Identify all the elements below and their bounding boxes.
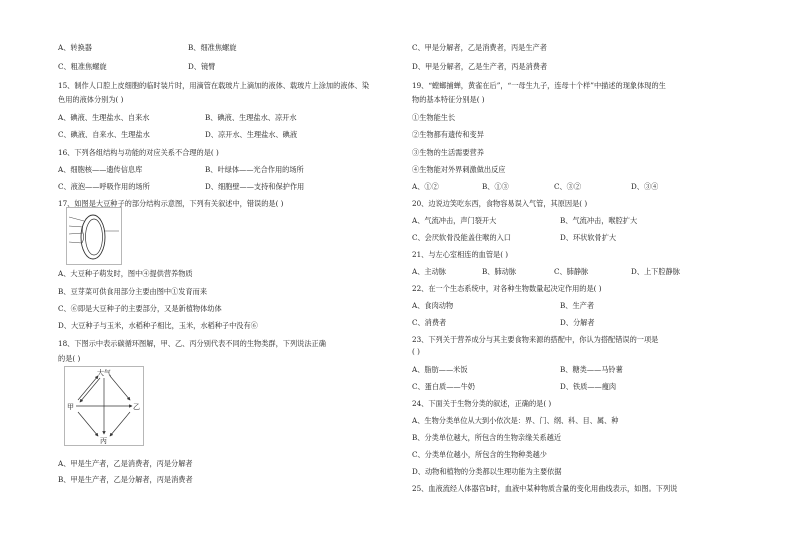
q19-option-b: B、①③ <box>482 182 509 191</box>
q23-option-d: D、铁质——瘦肉 <box>560 382 617 391</box>
q24-option-a: A、生物分类单位从大到小依次是：界、门、纲、科、目、属、种 <box>412 416 619 425</box>
carbon-cycle-label-bottom: 丙 <box>100 437 107 445</box>
q21-option-c: C、肺静脉 <box>554 267 589 276</box>
q15-option-b: B、碘液、生理盐水、凉开水 <box>205 113 297 122</box>
q17-stem: 17、如图是大豆种子的部分结构示意图，下列有关叙述中，错误的是( ) <box>58 199 284 208</box>
q16-option-b: B、叶绿体——光合作用的场所 <box>205 165 304 174</box>
carbon-cycle-label-right: 乙 <box>133 403 140 411</box>
q18-option-d: D、甲是分解者，乙是生产者，丙是消费者 <box>412 62 548 71</box>
q14-option-a: A、转换器 <box>58 43 92 52</box>
q21-option-a: A、主动脉 <box>412 267 446 276</box>
q18-stem-line2: 的是( ) <box>58 354 81 363</box>
q24-stem: 24、下面关于生物分类的叙述，正确的是( ) <box>412 399 552 408</box>
q25-stem: 25、血液流经人体器官b时，血液中某种物质含量的变化用曲线表示，如图。下列说 <box>412 484 678 493</box>
q17-option-a: A、大豆种子萌发时，图中④提供营养物质 <box>58 269 193 278</box>
q15-option-c: C、碘液、自来水、生理盐水 <box>58 130 150 139</box>
q18-option-a: A、甲是生产者，乙是消费者，丙是分解者 <box>58 459 193 468</box>
q21-option-b: B、肺动脉 <box>482 267 517 276</box>
q15-stem-line2: 色用的液体分别为( ) <box>58 95 124 104</box>
q23-option-c: C、蛋白质——牛奶 <box>412 382 476 391</box>
q15-stem-line1: 15、制作人口腔上皮细胞的临时装片时，用滴管在载玻片上滴加的液体、载玻片上涂加的液体、染 <box>58 81 370 90</box>
q14-option-c: C、粗准焦螺旋 <box>58 62 107 71</box>
q16-option-c: C、液泡——呼吸作用的场所 <box>58 182 150 191</box>
q22-option-d: D、分解者 <box>560 318 595 327</box>
q23-stem-line1: 23、下列关于营养成分与其主要食物来源的搭配中，你认为搭配错误的一项是 <box>412 335 659 344</box>
q14-option-d: D、镜臂 <box>188 62 216 71</box>
q19-option-c: C、③② <box>554 182 582 191</box>
q19-stem-line2: 物的基本特征分别是( ) <box>412 95 485 104</box>
carbon-cycle-label-left: 甲 <box>67 403 74 411</box>
q20-stem: 20、边说边笑吃东西，食物容易误入气管，其原因是( ) <box>412 199 588 208</box>
q22-option-a: A、食肉动物 <box>412 301 454 310</box>
carbon-cycle-label-top: 大气 <box>97 369 111 377</box>
q18-option-c: C、甲是分解者，乙是消费者，丙是生产者 <box>412 43 547 52</box>
q17-option-b: B、豆芽菜可供食用部分主要由图中①发育而来 <box>58 287 208 296</box>
q19-option-a: A、①② <box>412 182 439 191</box>
q19-option-d: D、③④ <box>631 182 659 191</box>
q24-option-c: C、分类单位越小，所包含的生物种类越少 <box>412 450 547 459</box>
q19-item-2: ②生物都有遗传和变异 <box>412 130 484 139</box>
q19-item-1: ①生物能生长 <box>412 113 456 122</box>
q19-stem-line1: 19、“螳螂捕蝉，黄雀在后”，“一母生九子，连母十个样”中描述的现象体现的生 <box>412 81 666 90</box>
q16-stem: 16、下列各组结构与功能的对应关系不合理的是( ) <box>58 148 219 157</box>
soybean-seed-diagram <box>66 207 122 265</box>
q16-option-d: D、细胞壁——支持和保护作用 <box>205 182 305 191</box>
q17-option-c: C、⑥即是大豆种子的主要部分，又是新植物体幼体 <box>58 304 222 313</box>
q22-option-b: B、生产者 <box>560 301 595 310</box>
q21-option-d: D、上下腔静脉 <box>631 267 680 276</box>
q20-option-a: A、气流冲击，声门裂开大 <box>412 216 497 225</box>
q23-option-b: B、糖类——马铃薯 <box>560 365 623 374</box>
q20-option-d: D、环状软骨扩大 <box>560 233 617 242</box>
q22-stem: 22、在一个生态系统中，对各种生物数量起决定作用的是( ) <box>412 284 602 293</box>
q17-option-d: D、大豆种子与玉米，水稻种子相比，玉米，水稻种子中没有⑥ <box>58 321 258 330</box>
q20-option-c: C、会厌软骨没能盖住喉的入口 <box>412 233 511 242</box>
q22-option-c: C、消费者 <box>412 318 447 327</box>
q21-stem: 21、与左心室相连的血管是( ) <box>412 250 509 259</box>
q16-option-a: A、细胞核——遗传信息库 <box>58 165 143 174</box>
q19-item-4: ④生物能对外界刺激做出反应 <box>412 165 506 174</box>
q15-option-d: D、凉开水、生理盐水、碘液 <box>205 130 298 139</box>
q19-item-3: ③生物的生活需要营养 <box>412 148 484 157</box>
q18-option-b: B、甲是生产者，乙是分解者，丙是消费者 <box>58 475 193 484</box>
q15-option-a: A、碘液、生理盐水、自来水 <box>58 113 150 122</box>
q24-option-d: D、动物和植物的分类都以生理功能为主要依据 <box>412 467 562 476</box>
q18-stem-line1: 18、下图示中表示碳循环图解，甲、乙、丙分别代表不同的生物类群，下列说法正确 <box>58 339 326 348</box>
q20-option-b: B、气流冲击，喉腔扩大 <box>560 216 638 225</box>
carbon-cycle-diagram <box>64 366 144 446</box>
q14-option-b: B、细准焦螺旋 <box>188 43 237 52</box>
q24-option-b: B、分类单位越大，所包含的生物亲缘关系越近 <box>412 433 562 442</box>
q23-stem-line2: ( ) <box>412 347 420 356</box>
q23-option-a: A、脂肪——米饭 <box>412 365 468 374</box>
